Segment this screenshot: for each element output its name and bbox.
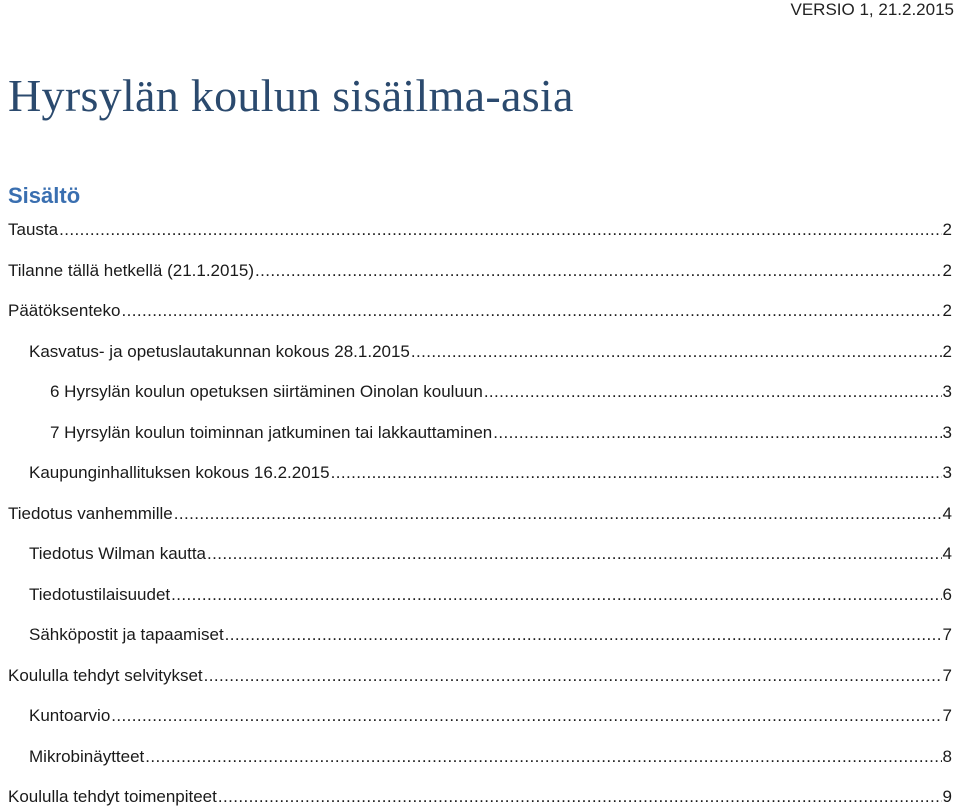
dot-leader xyxy=(331,458,942,488)
toc-entry-page: 3 xyxy=(942,382,952,401)
toc-entry-label: Tausta xyxy=(8,220,59,239)
toc-entry-label: Kaupunginhallituksen kokous 16.2.2015 xyxy=(29,463,330,482)
toc-entry-page: 7 xyxy=(942,665,952,685)
toc-entry-tilanne[interactable] xyxy=(0,256,952,286)
dot-leader xyxy=(171,580,941,610)
toc-entry-label: Mikrobinäytteet xyxy=(29,746,145,766)
toc-entry-label: Sähköpostit ja tapaamiset xyxy=(29,625,224,644)
toc-entry-tiedotustilaisuudet[interactable] xyxy=(0,580,952,610)
toc-entry-page: 4 xyxy=(942,503,952,523)
toc-entry-sahkopostit[interactable] xyxy=(0,620,952,650)
toc-entry-label: Koululla tehdyt toimenpiteet xyxy=(8,787,217,806)
dot-leader xyxy=(207,539,942,569)
toc-entry-page: 2 xyxy=(942,341,952,361)
dot-leader xyxy=(59,215,941,245)
dot-leader xyxy=(174,499,942,529)
toc-entry-page: 6 xyxy=(942,584,952,604)
toc-entry-label: 6 Hyrsylän koulun opetuksen siirtäminen Oinolan kouluun xyxy=(50,382,483,401)
toc-entry-selvitykset[interactable] xyxy=(0,661,952,691)
dot-leader xyxy=(204,661,942,691)
toc-entry-page: 2 xyxy=(942,301,952,320)
toc-entry-label: Päätöksenteko xyxy=(8,301,121,320)
toc-entry-label: Koululla tehdyt selvitykset xyxy=(8,665,203,685)
toc-entry-kuntoarvio[interactable] xyxy=(0,701,952,731)
document-title: Hyrsylän koulun sisäilma-asia xyxy=(8,70,574,121)
dot-leader xyxy=(145,742,941,772)
toc-entry-page: 8 xyxy=(942,746,952,766)
toc-entry-label: Kasvatus- ja opetuslautakunnan kokous 28.1.2015 xyxy=(29,341,410,361)
dot-leader xyxy=(493,418,941,448)
toc-entry-tiedotus-vanhemmille[interactable] xyxy=(0,499,952,529)
toc-entry-page: 7 xyxy=(942,625,952,644)
toc-entry-page: 4 xyxy=(942,544,952,563)
toc-entry-kaupunginhallitus[interactable] xyxy=(0,458,952,488)
toc-entry-page: 3 xyxy=(942,422,952,442)
dot-leader xyxy=(121,296,941,326)
dot-leader xyxy=(484,377,942,407)
toc-entry-paatoksenteko[interactable] xyxy=(0,296,952,326)
dot-leader xyxy=(111,701,941,731)
toc-entry-label: Kuntoarvio xyxy=(29,706,111,725)
toc-entry-page: 9 xyxy=(942,787,952,806)
toc-entry-page: 2 xyxy=(942,260,952,280)
toc-entry-label: Tilanne tällä hetkellä (21.1.2015) xyxy=(8,260,255,280)
toc-entry-label: Tiedotustilaisuudet xyxy=(29,584,171,604)
toc-entry-kasvatus-kokous[interactable] xyxy=(0,337,952,367)
dot-leader xyxy=(225,620,942,650)
toc-heading: Sisältö xyxy=(8,183,81,208)
toc-entry-page: 2 xyxy=(942,220,952,239)
toc-entry-wilma[interactable] xyxy=(0,539,952,569)
toc-entry-page: 7 xyxy=(942,706,952,725)
toc-entry-section-6[interactable] xyxy=(0,377,952,407)
dot-leader xyxy=(255,256,942,286)
toc-entry-label: 7 Hyrsylän koulun toiminnan jatkuminen tai lakkauttaminen xyxy=(50,422,493,442)
toc-entry-label: Tiedotus Wilman kautta xyxy=(29,544,206,563)
toc-entry-section-7[interactable] xyxy=(0,418,952,448)
toc-entry-tausta[interactable] xyxy=(0,215,952,245)
dot-leader xyxy=(411,337,942,367)
toc-entry-mikrobinaytteet[interactable] xyxy=(0,742,952,772)
toc-entry-page: 3 xyxy=(942,463,952,482)
version-label: VERSIO 1, 21.2.2015 xyxy=(790,0,954,19)
toc-entry-label: Tiedotus vanhemmille xyxy=(8,503,173,523)
